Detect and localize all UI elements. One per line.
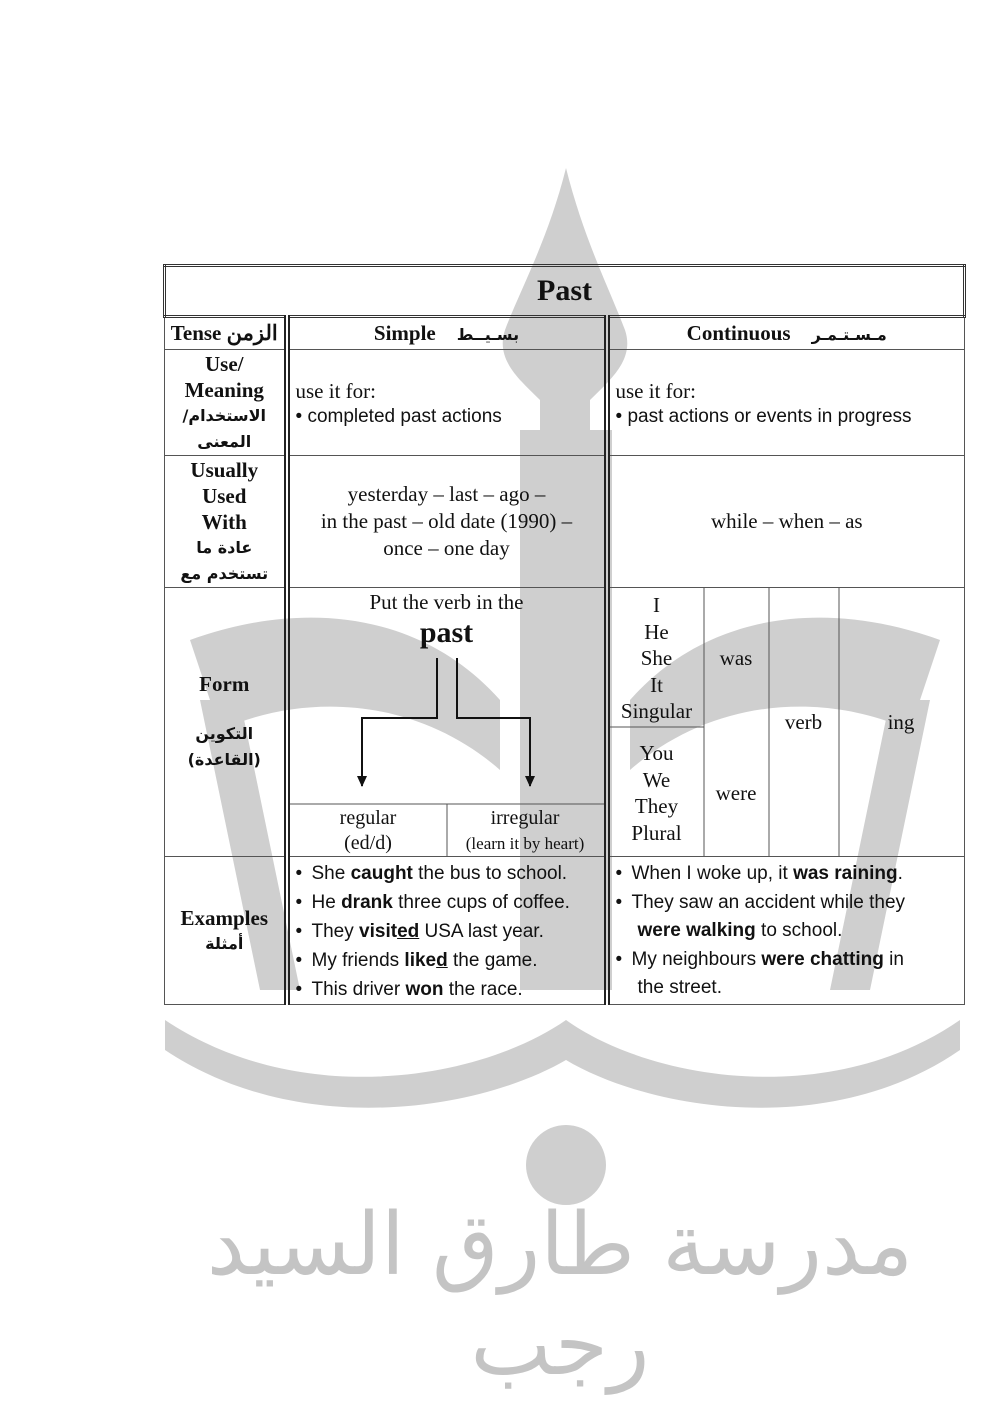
usually-label-arabic: عادة ما	[196, 537, 253, 557]
form-continuous-cell	[607, 588, 965, 857]
arrow-head-irregular	[525, 776, 535, 787]
subject-pronoun: It	[650, 672, 663, 697]
header-continuous	[607, 317, 965, 350]
header-continuous-label: Continuous	[686, 321, 791, 345]
arrow-head-regular	[357, 776, 367, 787]
header-tense-label: Tense الزمن	[170, 321, 278, 345]
form-label-arabic: التكوين	[195, 724, 254, 743]
verb-label: verb	[784, 710, 823, 734]
header-continuous-arabic: مـسـتـمـر	[811, 325, 887, 344]
example-sentence: • He drank three cups of coffee.	[295, 892, 570, 913]
regular-label: regular	[339, 807, 397, 829]
watermark-school-name: مدرسة طارق السيد رجب	[206, 1195, 914, 1395]
regular-box	[290, 806, 447, 856]
subject-pronoun: They	[634, 794, 679, 818]
row-label-examples	[165, 857, 287, 1005]
use-continuous-cell	[607, 350, 965, 456]
subject-pronoun: We	[642, 767, 671, 792]
aux-were: were	[715, 781, 757, 805]
irregular-box	[447, 806, 604, 856]
row-label-usually	[165, 456, 287, 588]
example-sentence: • She caught the bus to school.	[295, 863, 568, 884]
aux-was: was	[719, 646, 753, 670]
subject-pronoun: You	[639, 741, 674, 765]
form-simple-cell	[287, 588, 607, 857]
examples-label: Examples	[180, 905, 268, 930]
usually-label-line: Usually	[190, 457, 259, 482]
examples-cont-list	[610, 857, 965, 1002]
usually-simple-cell	[287, 456, 607, 588]
usually-continuous-cell	[607, 456, 965, 588]
usually-label-line: Used	[202, 483, 247, 508]
arrow-regular	[362, 658, 437, 786]
arrow-irregular	[457, 658, 530, 786]
time-expression-line: yesterday – last – ago –	[347, 482, 546, 506]
examples-simple-list	[290, 857, 604, 1004]
use-simple-item: completed past actions	[307, 406, 502, 427]
irregular-sub: (learn it by heart)	[465, 834, 585, 853]
example-sentence: • My friends liked the game.	[295, 950, 538, 971]
usually-label-arabic: تستخدم مع	[180, 563, 269, 583]
form-label-arabic: (القاعدة)	[187, 750, 261, 769]
use-label-arabic: المعنى	[197, 431, 252, 451]
row-label-use	[165, 350, 287, 456]
form-label: Form	[199, 672, 250, 696]
use-simple-cell	[287, 350, 607, 456]
use-label-line: Meaning	[184, 377, 264, 402]
time-expression-line: in the past – old date (1990) –	[320, 509, 573, 533]
examples-label-arabic: أمثلة	[205, 933, 244, 953]
bullet-icon: •	[615, 406, 628, 427]
examples-continuous-cell	[607, 857, 965, 1005]
examples-simple-cell	[287, 857, 607, 1005]
subject-pronoun: He	[644, 619, 669, 644]
bullet-icon: •	[295, 406, 308, 427]
example-sentence: • When I woke up, it was raining.	[615, 863, 903, 884]
subject-pronoun: She	[640, 646, 673, 670]
use-cont-intro: use it for:	[615, 379, 696, 403]
header-tense	[165, 317, 287, 350]
example-sentence: • They saw an accident while they were walking to school.	[615, 892, 906, 941]
header-simple	[287, 317, 607, 350]
subject-number: Plural	[631, 820, 682, 845]
header-simple-label: Simple	[373, 321, 436, 345]
use-cont-item: past actions or events in progress	[627, 406, 912, 427]
use-label-arabic: الاستخدام/	[182, 405, 266, 425]
ing-suffix: ing	[887, 710, 915, 734]
singular-subjects	[610, 592, 704, 725]
row-label-form	[165, 588, 287, 857]
header-simple-arabic: بسـيــط	[456, 325, 520, 344]
use-simple-intro: use it for:	[295, 379, 376, 403]
form-simple-key: past	[419, 616, 474, 649]
use-label-line: Use/	[205, 351, 244, 376]
subject-pronoun: I	[653, 593, 660, 617]
example-sentence: • My neighbours were chatting in the street.	[615, 949, 904, 998]
time-expression-line: once – one day	[383, 536, 510, 560]
tense-table-sheet	[163, 264, 963, 1001]
form-simple-intro: Put the verb in the	[369, 590, 524, 614]
subject-number: Singular	[620, 699, 693, 723]
example-sentence: • They visited USA last year.	[295, 921, 544, 942]
usually-label-line: With	[201, 509, 247, 534]
table-title: Past	[165, 266, 965, 317]
plural-subjects	[610, 740, 704, 846]
example-sentence: • This driver won the race.	[295, 979, 523, 1000]
past-tense-table	[163, 264, 966, 1005]
irregular-label: irregular	[490, 807, 560, 829]
time-expression-cont: while – when – as	[710, 509, 863, 533]
regular-sub: (ed/d)	[344, 832, 392, 854]
